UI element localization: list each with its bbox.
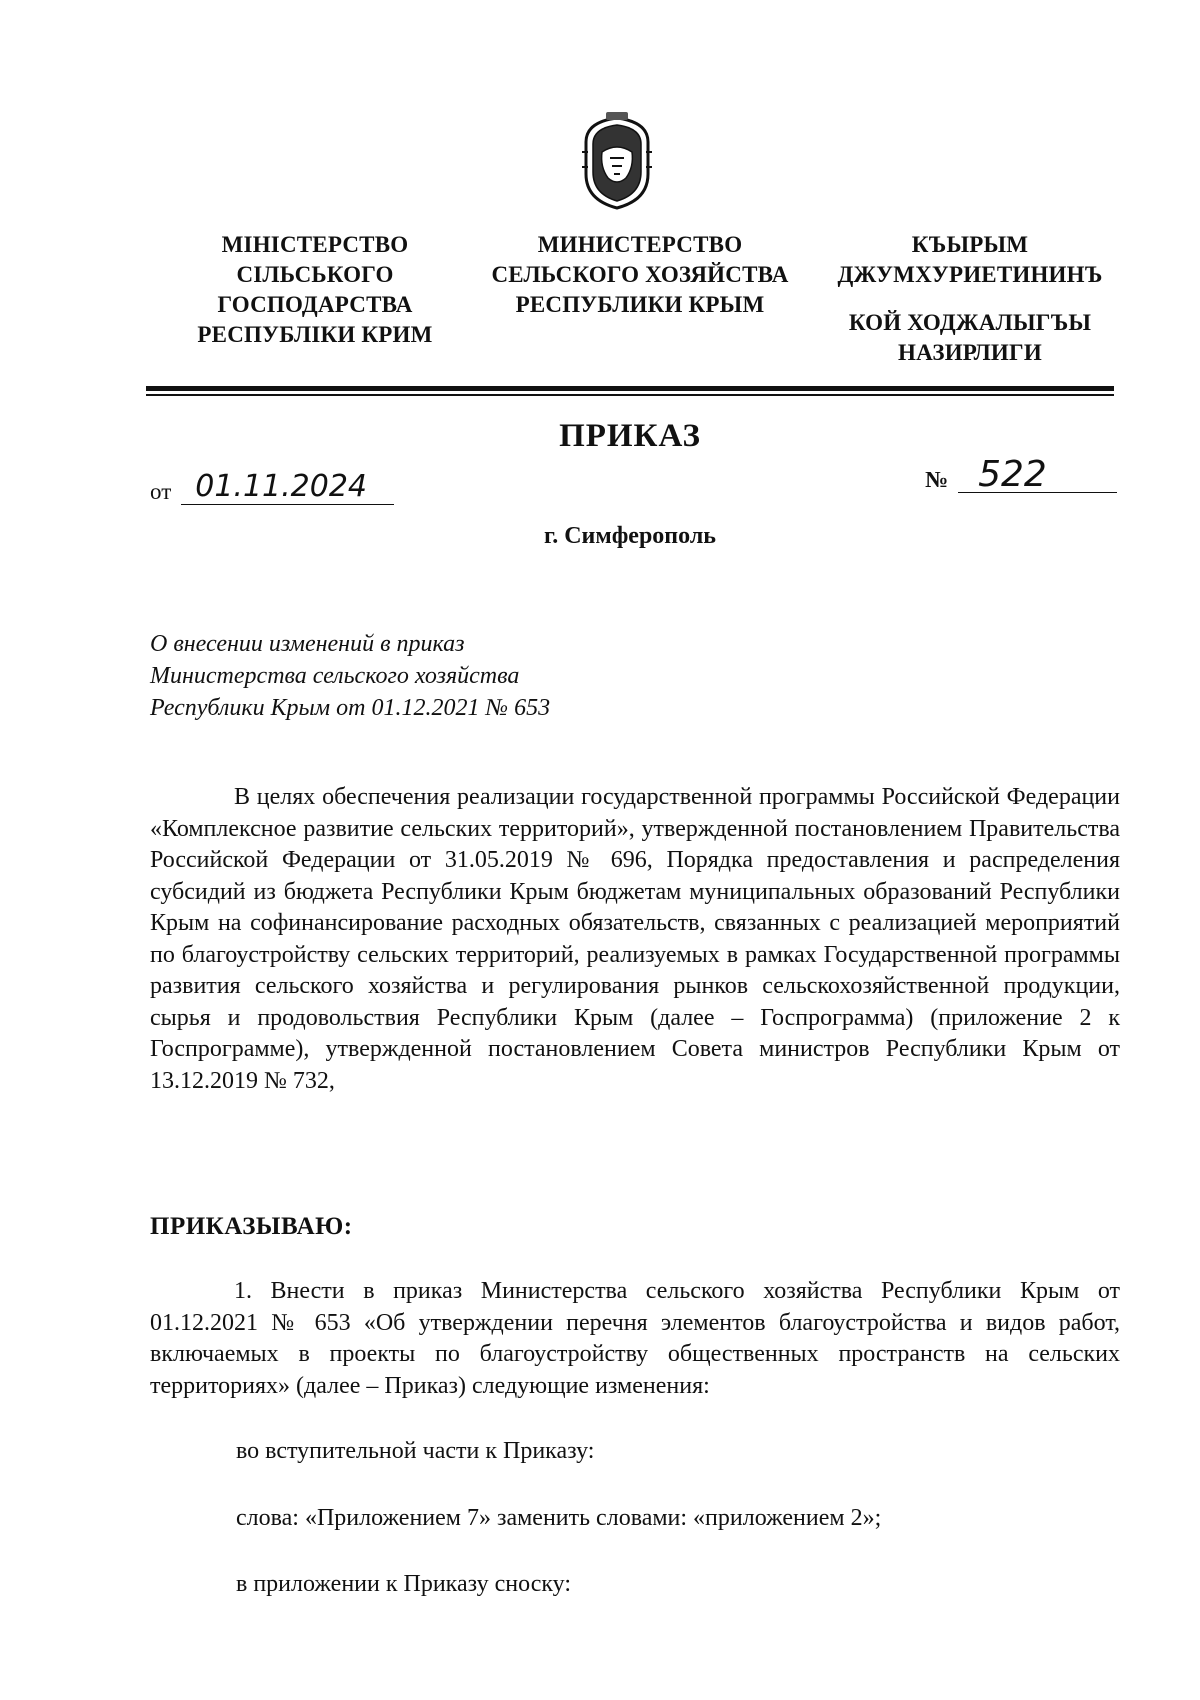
document-subject xyxy=(150,628,550,724)
header-divider-thin xyxy=(146,394,1114,396)
order-number xyxy=(925,454,1117,495)
ministry-name-ukrainian xyxy=(150,230,480,350)
preamble-text: В целях обеспечения реализации государственной программы Российской Федерации «Комплексное развитие сельских территорий», утвержденной постановлением Правительства Российской Федерации от 31.05.2019 № 696, Порядка предоставления и распределения субсидий из бюджета Республики Крым бюджетам муниципальных образований Республики Крым на софинансирование расходных обязательств, связанных с реализацией мероприятий по благоустройству сельских территорий, реализуемых в рамках Государственной программы развития сельского хозяйства и регулирования рынков сельскохозяйственной продукции, сырья и продовольствия Республики Крым (далее – Госпрограмма) (приложение 2 к Госпрограмме), утвержденной постановлением Совета министров Республики Крым от 13.12.2019 № 732, xyxy=(150,784,1120,1094)
header-divider-thick xyxy=(146,386,1114,391)
header-line: ГОСПОДАРСТВА xyxy=(217,292,413,317)
intro-change-line: во вступительной части к Приказу: xyxy=(236,1438,595,1464)
header-line: ДЖУМХУРИЕТИНИНЪ xyxy=(837,262,1103,287)
command-heading: ПРИКАЗЫВАЮ: xyxy=(150,1213,353,1240)
header-line: КЪЫРЫМ xyxy=(911,232,1029,257)
ministry-name-crimean-tatar xyxy=(805,230,1135,368)
document-title: ПРИКАЗ xyxy=(559,418,701,454)
header-line: КОЙ ХОДЖАЛЫГЪЫ xyxy=(848,310,1092,335)
number-prefix: № xyxy=(925,467,949,492)
crimea-coat-of-arms-icon xyxy=(578,112,656,212)
date-prefix: от xyxy=(150,479,172,504)
header-line: СІЛЬСЬКОГО xyxy=(236,262,394,287)
order-date xyxy=(150,470,394,505)
header-line: СЕЛЬСКОГО ХОЗЯЙСТВА xyxy=(491,262,789,287)
ministry-name-russian xyxy=(470,230,810,320)
item-1-paragraph xyxy=(150,1276,1120,1402)
subject-line: Республики Крым от 01.12.2021 № 653 xyxy=(150,695,551,721)
header-line: МІНІСТЕРСТВО xyxy=(221,232,409,257)
header-line: РЕСПУБЛІКИ КРИМ xyxy=(197,322,433,347)
subject-line: О внесении изменений в приказ xyxy=(150,631,465,657)
words-replacement-line: слова: «Приложением 7» заменить словами: «приложением 2»; xyxy=(236,1505,882,1531)
date-value: 01.11.2024 xyxy=(181,470,394,505)
subject-line: Министерства сельского хозяйства xyxy=(150,663,520,689)
header-line: НАЗИРЛИГИ xyxy=(898,340,1042,365)
footnote-line: в приложении к Приказу сноску: xyxy=(236,1571,572,1597)
header-line: РЕСПУБЛИКИ КРЫМ xyxy=(515,292,765,317)
preamble-paragraph xyxy=(150,782,1120,1097)
issue-city: г. Симферополь xyxy=(544,523,716,549)
item-1-text: 1. Внести в приказ Министерства сельского хозяйства Республики Крым от 01.12.2021 № 653 «Об утверждении перечня элементов благоустройства и видов работ, включаемых в проекты по благоустройству общественных пространств на сельских территориях» (далее – Приказ) следующие изменения: xyxy=(150,1278,1120,1399)
header-line: МИНИСТЕРСТВО xyxy=(537,232,743,257)
number-value: 522 xyxy=(958,458,1117,493)
